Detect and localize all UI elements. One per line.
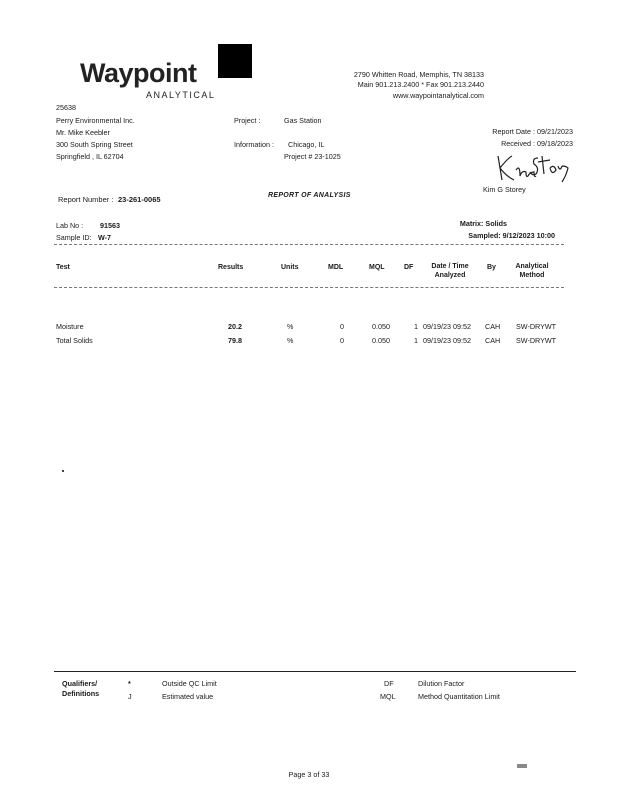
col-header-results: Results (218, 264, 244, 271)
sample-id-value: W-7 (98, 233, 112, 242)
col-header-by: By (487, 264, 496, 271)
definition-symbol-2: MQL (380, 692, 396, 701)
report-date: Report Date : 09/21/2023 (492, 127, 573, 136)
lab-website: www.waypointanalytical.com (392, 91, 484, 100)
col-header-df: DF (404, 264, 414, 271)
client-contact: Mr. Mike Keebler (56, 128, 110, 137)
document-mark-icon (517, 764, 527, 768)
client-id: 25638 (56, 103, 76, 112)
logo-square-icon (218, 44, 252, 78)
col-header-mql: MQL (369, 264, 385, 271)
sample-date: Sampled: 9/12/2023 10:00 (468, 231, 555, 240)
signature-name: Kim G Storey (483, 185, 526, 194)
lab-address-line1: 2790 Whitten Road, Memphis, TN 38133 (353, 70, 484, 79)
col-header-method: Method (519, 272, 545, 279)
col-header-mdl: MDL (328, 264, 344, 271)
col-header-analytical: Analytical (515, 263, 549, 270)
definition-text-2: Method Quantitation Limit (418, 692, 500, 701)
col-header-date-time: Date / Time (431, 263, 469, 270)
row-result: 79.8 (228, 336, 242, 345)
information-label: Information : (234, 140, 274, 149)
row-units: % (287, 336, 294, 345)
lab-no-label: Lab No : (56, 221, 84, 230)
row-by: CAH (485, 322, 501, 331)
row-by: CAH (485, 336, 501, 345)
table-top-rule (54, 244, 564, 245)
report-number-value: 23-261-0065 (118, 195, 161, 204)
lab-no-value: 91563 (100, 221, 120, 230)
project-label: Project : (234, 116, 261, 125)
sample-id-label: Sample ID: (56, 233, 92, 242)
qualifier-text-1: Outside QC Limit (162, 679, 217, 688)
company-logo-subtitle: ANALYTICAL (146, 90, 216, 100)
report-number-label: Report Number : (58, 195, 114, 204)
row-test: Moisture (56, 322, 84, 331)
qualifiers-label: Qualifiers/ (62, 679, 98, 688)
client-city: Springfield , IL 62704 (56, 152, 124, 161)
col-header-test: Test (56, 264, 70, 271)
report-title: REPORT OF ANALYSIS (268, 192, 351, 199)
row-test: Total Solids (56, 336, 93, 345)
definition-text-1: Dilution Factor (418, 679, 465, 688)
scan-speck (62, 470, 64, 472)
row-mdl: 0 (340, 336, 344, 345)
row-units: % (287, 322, 294, 331)
row-method: SW-DRYWT (516, 322, 557, 331)
signature-image (492, 148, 574, 188)
page-number: Page 3 of 33 (288, 770, 330, 779)
row-df: 1 (414, 336, 418, 345)
table-header-rule (54, 287, 564, 288)
row-mql: 0.050 (372, 336, 390, 345)
qualifier-text-2: Estimated value (162, 692, 214, 701)
footer-rule (54, 671, 576, 672)
qualifier-symbol-2: J (128, 692, 132, 701)
col-header-units: Units (281, 264, 299, 271)
sample-matrix: Matrix: Solids (459, 219, 507, 228)
information-value: Chicago, IL (288, 140, 325, 149)
col-header-analyzed: Analyzed (434, 272, 466, 279)
lab-phone-fax: Main 901.213.2400 * Fax 901.213.2440 (357, 80, 484, 89)
client-company: Perry Environmental Inc. (56, 116, 135, 125)
row-result: 20.2 (228, 322, 242, 331)
row-analyzed: 09/19/23 09:52 (423, 336, 471, 345)
row-method: SW-DRYWT (516, 336, 557, 345)
project-value: Gas Station (284, 116, 322, 125)
definition-symbol-1: DF (384, 679, 394, 688)
row-mdl: 0 (340, 322, 344, 331)
project-number: Project # 23-1025 (284, 152, 341, 161)
received-date: Received : 09/18/2023 (501, 139, 573, 148)
row-df: 1 (414, 322, 418, 331)
client-street: 300 South Spring Street (56, 140, 133, 149)
row-mql: 0.050 (372, 322, 390, 331)
qualifier-symbol-1: * (128, 679, 131, 688)
definitions-label: Definitions (62, 689, 100, 698)
row-analyzed: 09/19/23 09:52 (423, 322, 471, 331)
company-logo-wordmark: Waypoint (80, 58, 197, 88)
